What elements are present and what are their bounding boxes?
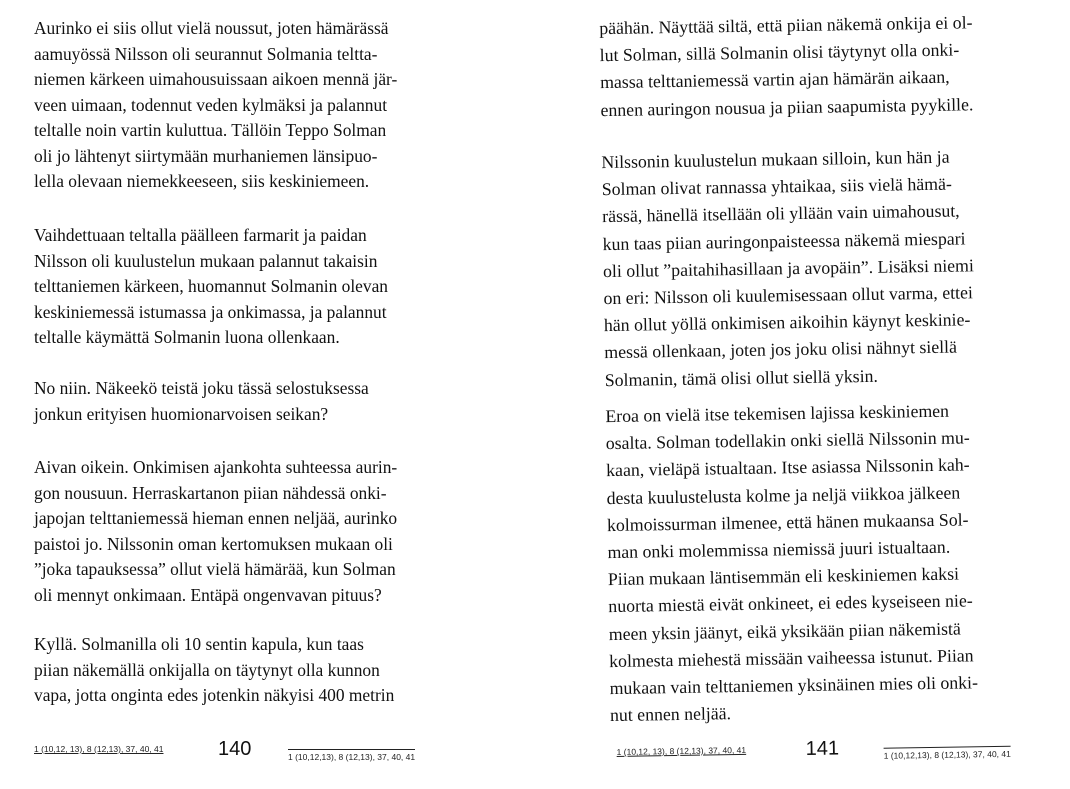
paragraph (34, 455, 440, 608)
text-line: kolmesta miehestä missään vaiheessa istunut. Piian (609, 645, 974, 671)
text-line: mukaan vain telttaniemen yksinäinen mies oli onki- (609, 672, 979, 699)
paragraph (605, 397, 1020, 730)
paragraph (599, 9, 1011, 124)
text-line: Solman olivat rannassa yhtaikaa, siis vielä hämä- (601, 173, 953, 200)
text-line: Piian mukaan läntisemmän eli keskiniemen kaksi (607, 563, 960, 590)
text-line: on eri: Nilsson oli kuulemisessaan ollut varma, ettei (603, 282, 973, 309)
footnote-reference: 1 (10,12,13), 8 (12,13), 37, 40, 41 (288, 749, 415, 762)
text-line: keskiniemessä istumassa ja onkimassa, ja palannut (34, 301, 387, 322)
text-line: man onki molemmissa niemissä juuri istualtaan. (607, 536, 951, 563)
text-line: rässä, hänellä itsellään oli yllään vain uimahousut, (602, 200, 960, 227)
text-line: jonkun erityisen huomionarvoisen seikan? (34, 403, 329, 424)
paragraph (34, 632, 440, 709)
page-footer (540, 734, 1070, 772)
page-number: 140 (218, 738, 252, 760)
text-line: Nilssonin kuulustelun mukaan silloin, kun hän ja (601, 146, 950, 173)
text-line: Kyllä. Solmanilla oli 10 sentin kapula, kun taas (34, 634, 364, 654)
text-line: japojan telttaniemessä hieman ennen neljää, aurinko (34, 508, 398, 528)
text-line: hän ollut yöllä onkimisen aikoihin käynyt keskinie- (603, 309, 971, 336)
right-page (529, 0, 1070, 789)
text-line: veen uimaan, todennut veden kylmäksi ja palannut (34, 94, 388, 115)
left-page (0, 0, 535, 785)
text-line: Vaihdettuaan teltalla päälleen farmarit ja paidan (34, 225, 367, 245)
text-line: ”joka tapauksessa” ollut vielä hämärää, kun Solman (34, 559, 396, 579)
footnote-reference: 1 (10,12,13), 8 (12,13), 37, 40, 41 (884, 746, 1011, 761)
text-line: teltalle käymättä Solmanin luona ollenkaan. (34, 327, 340, 347)
text-line: oli jo lähtenyt siirtymään murhaniemen länsipuo- (34, 145, 378, 166)
text-line: Aivan oikein. Onkimisen ajankohta suhteessa aurin- (34, 457, 398, 477)
text-line: No niin. Näkeekö teistä joku tässä selostuksessa (34, 378, 369, 398)
text-line: lella olevaan niemekkeeseen, siis keskiniemeen. (34, 171, 370, 191)
paragraph (34, 16, 440, 195)
text-line: nuorta miestä eivät onkineet, ei edes kyseiseen nie- (608, 590, 973, 617)
text-line: piian näkemällä onkijalla on täytynyt olla kunnon (34, 659, 380, 680)
text-line: päähän. Näyttää siltä, että piian näkemä onkija ei ol- (599, 12, 973, 39)
text-line: kun taas piian auringonpaisteessa näkemä miespari (602, 228, 966, 254)
footnote-reference: 1 (10,12, 13), 8 (12,13), 37, 40, 41 (34, 744, 164, 754)
text-line: niemen kärkeen uimahousuissaan aikoen mennä jär- (34, 69, 398, 89)
text-line: Eroa on vielä itse tekemisen lajissa keskiniemen (605, 400, 950, 427)
text-line: massa telttaniemessä vartin ajan hämärän aikaan, (599, 67, 950, 93)
text-line: osalta. Solman todellakin onki siellä Nilssonin mu- (605, 427, 970, 454)
page-number: 141 (805, 737, 840, 760)
text-line: vapa, jotta onginta edes jotenkin näkyisi 400 metrin (34, 685, 395, 705)
paragraph (34, 376, 440, 427)
text-line: meen yksin jäänyt, eikä yksikään piian näkemistä (608, 618, 961, 644)
text-line: Aurinko ei siis ollut vielä noussut, joten hämärässä (34, 18, 389, 38)
text-line: telttaniemen kärkeen, huomannut Solmanin olevan (34, 276, 388, 296)
text-line: Solmanin, tämä olisi ollut siellä yksin. (604, 365, 879, 390)
text-line: paistoi jo. Nilssonin oman kertomuksen mukaan oli (34, 533, 393, 554)
text-line: nut ennen neljää. (609, 703, 732, 726)
text-line: oli ollut ”paitahihasillaan ja avopäin”. Lisäksi niemi (602, 255, 975, 281)
text-line: gon nousuun. Herraskartanon piian nähdessä onki- (34, 482, 387, 503)
text-line: teltalle noin vartin kuluttua. Tällöin Teppo Solman (34, 120, 387, 140)
text-line: kaan, vieläpä istualtaan. Itse asiassa Nilssonin kah- (606, 454, 970, 481)
text-line: messä ollenkaan, joten jos joku olisi nähnyt siellä (604, 336, 958, 363)
text-line: Nilsson oli kuulustelun mukaan palannut takaisin (34, 250, 378, 271)
text-line: ennen auringon nousua ja piian saapumista pyykille. (600, 93, 974, 120)
text-line: desta kuulustelusta kolme ja neljä viikkoa jälkeen (606, 482, 961, 508)
text-line: aamuyössä Nilsson oli seurannut Solmania teltta- (34, 43, 378, 64)
text-line: lut Solman, sillä Solmanin olisi täytynyt olla onki- (599, 39, 960, 66)
footnote-reference: 1 (10,12, 13), 8 (12,13), 37, 40, 41 (616, 744, 747, 757)
text-line: kolmoissurman ilmenee, että hänen mukaansa Sol- (606, 509, 969, 535)
paragraph (601, 143, 1015, 394)
text-line: oli mennyt onkimaan. Entäpä ongenvavan pituus? (34, 584, 382, 605)
paragraph (34, 223, 440, 351)
page-footer (0, 738, 535, 768)
